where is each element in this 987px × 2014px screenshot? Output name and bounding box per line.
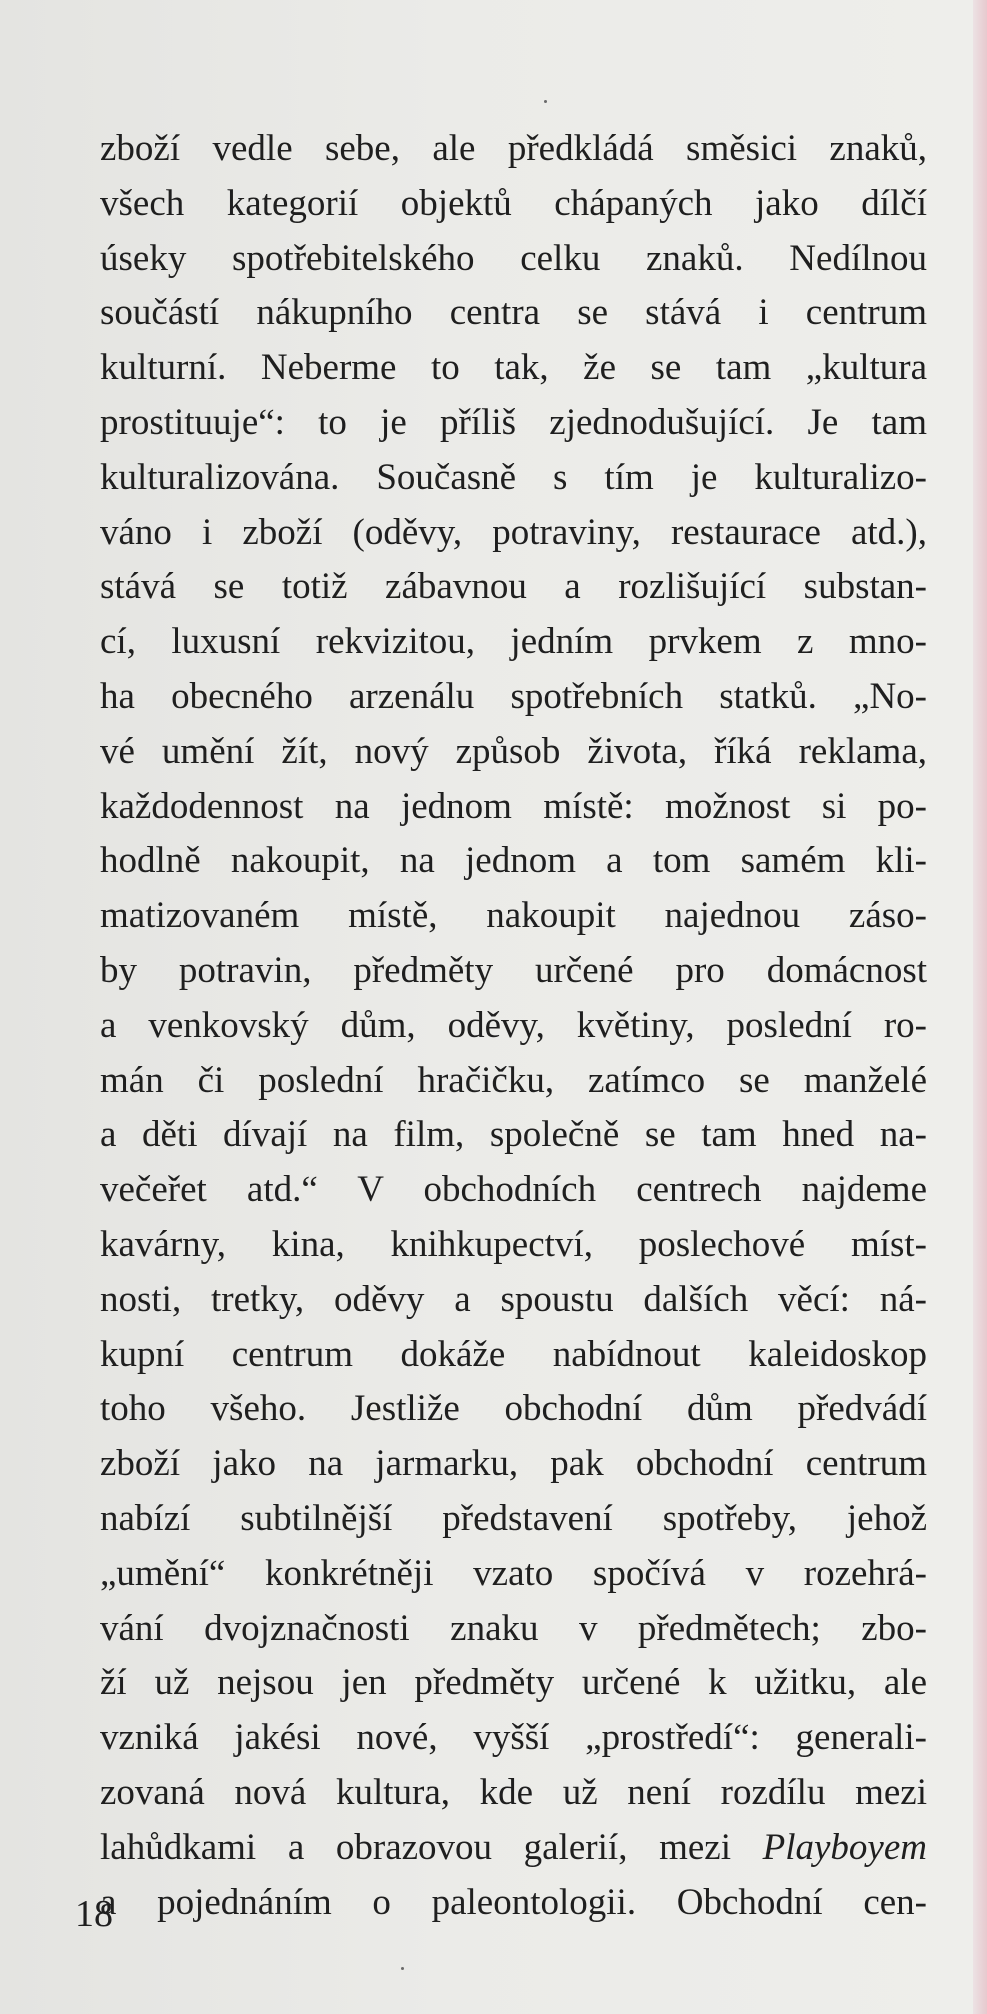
text-line: prostituuje“: to je příliš zjednodušující. Je tam bbox=[100, 401, 927, 443]
text-fragment: lahůdkami a obrazovou galerií, mezi bbox=[100, 1826, 763, 1868]
dust-speck bbox=[544, 100, 547, 103]
text-line: a děti dívají na film, společně se tam hned na- bbox=[100, 1114, 927, 1156]
text-line: „umění“ konkrétněji vzato spočívá v rozehrá- bbox=[100, 1552, 927, 1594]
text-line: a pojednáním o paleontologii. Obchodní cen- bbox=[100, 1881, 927, 1923]
dust-speck bbox=[401, 1967, 404, 1970]
page-number: 18 bbox=[75, 1893, 113, 1935]
text-line: úseky spotřebitelského celku znaků. Nedílnou bbox=[100, 237, 927, 279]
page-gutter-shadow bbox=[973, 0, 987, 2014]
text-line: součástí nákupního centra se stává i centrum bbox=[100, 292, 927, 334]
text-line: váno i zboží (oděvy, potraviny, restaurace atd.), bbox=[100, 511, 927, 553]
text-line: vzniká jakési nové, vyšší „prostředí“: generali- bbox=[100, 1717, 927, 1759]
text-line: vání dvojznačnosti znaku v předmětech; zbo- bbox=[100, 1607, 927, 1649]
italic-title: Playboyem bbox=[762, 1826, 927, 1868]
text-line-with-italic bbox=[100, 1821, 927, 1876]
text-line: cí, luxusní rekvizitou, jedním prvkem z mno- bbox=[100, 621, 927, 663]
text-line: by potravin, předměty určené pro domácnost bbox=[100, 949, 927, 991]
text-line: kulturalizována. Současně s tím je kulturalizo- bbox=[100, 456, 927, 498]
text-line: a venkovský dům, oděvy, květiny, poslední ro- bbox=[100, 1004, 927, 1046]
text-line: mán či poslední hračičku, zatímco se manželé bbox=[100, 1059, 927, 1101]
text-line: nabízí subtilnější představení spotřeby, jehož bbox=[100, 1497, 927, 1539]
text-line: kupní centrum dokáže nabídnout kaleidoskop bbox=[100, 1333, 927, 1375]
text-line: stává se totiž zábavnou a rozlišující substan- bbox=[100, 566, 927, 608]
text-line: nosti, tretky, oděvy a spoustu dalších věcí: ná- bbox=[100, 1278, 927, 1320]
text-line: večeřet atd.“ V obchodních centrech najdeme bbox=[100, 1169, 927, 1211]
text-line: toho všeho. Jestliže obchodní dům předvádí bbox=[100, 1388, 927, 1430]
text-line: matizovaném místě, nakoupit najednou záso- bbox=[100, 895, 927, 937]
text-line: ha obecného arzenálu spotřebních statků. „No- bbox=[100, 675, 927, 717]
text-line: zovaná nová kultura, kde už není rozdílu mezi bbox=[100, 1771, 927, 1813]
text-line: vé umění žít, nový způsob života, říká reklama, bbox=[100, 730, 927, 772]
text-line: hodlně nakoupit, na jednom a tom samém kli- bbox=[100, 840, 927, 882]
text-line: ží už nejsou jen předměty určené k užitku, ale bbox=[100, 1662, 927, 1704]
text-line: zboží vedle sebe, ale předkládá směsici znaků, bbox=[100, 128, 927, 169]
body-text bbox=[100, 122, 927, 1930]
text-line: kulturní. Neberme to tak, že se tam „kultura bbox=[100, 347, 927, 389]
text-line: zboží jako na jarmarku, pak obchodní centrum bbox=[100, 1443, 927, 1485]
text-line: každodennost na jednom místě: možnost si po- bbox=[100, 785, 927, 827]
text-line: všech kategorií objektů chápaných jako dílčí bbox=[100, 182, 927, 224]
text-line: kavárny, kina, knihkupectví, poslechové míst- bbox=[100, 1223, 927, 1265]
